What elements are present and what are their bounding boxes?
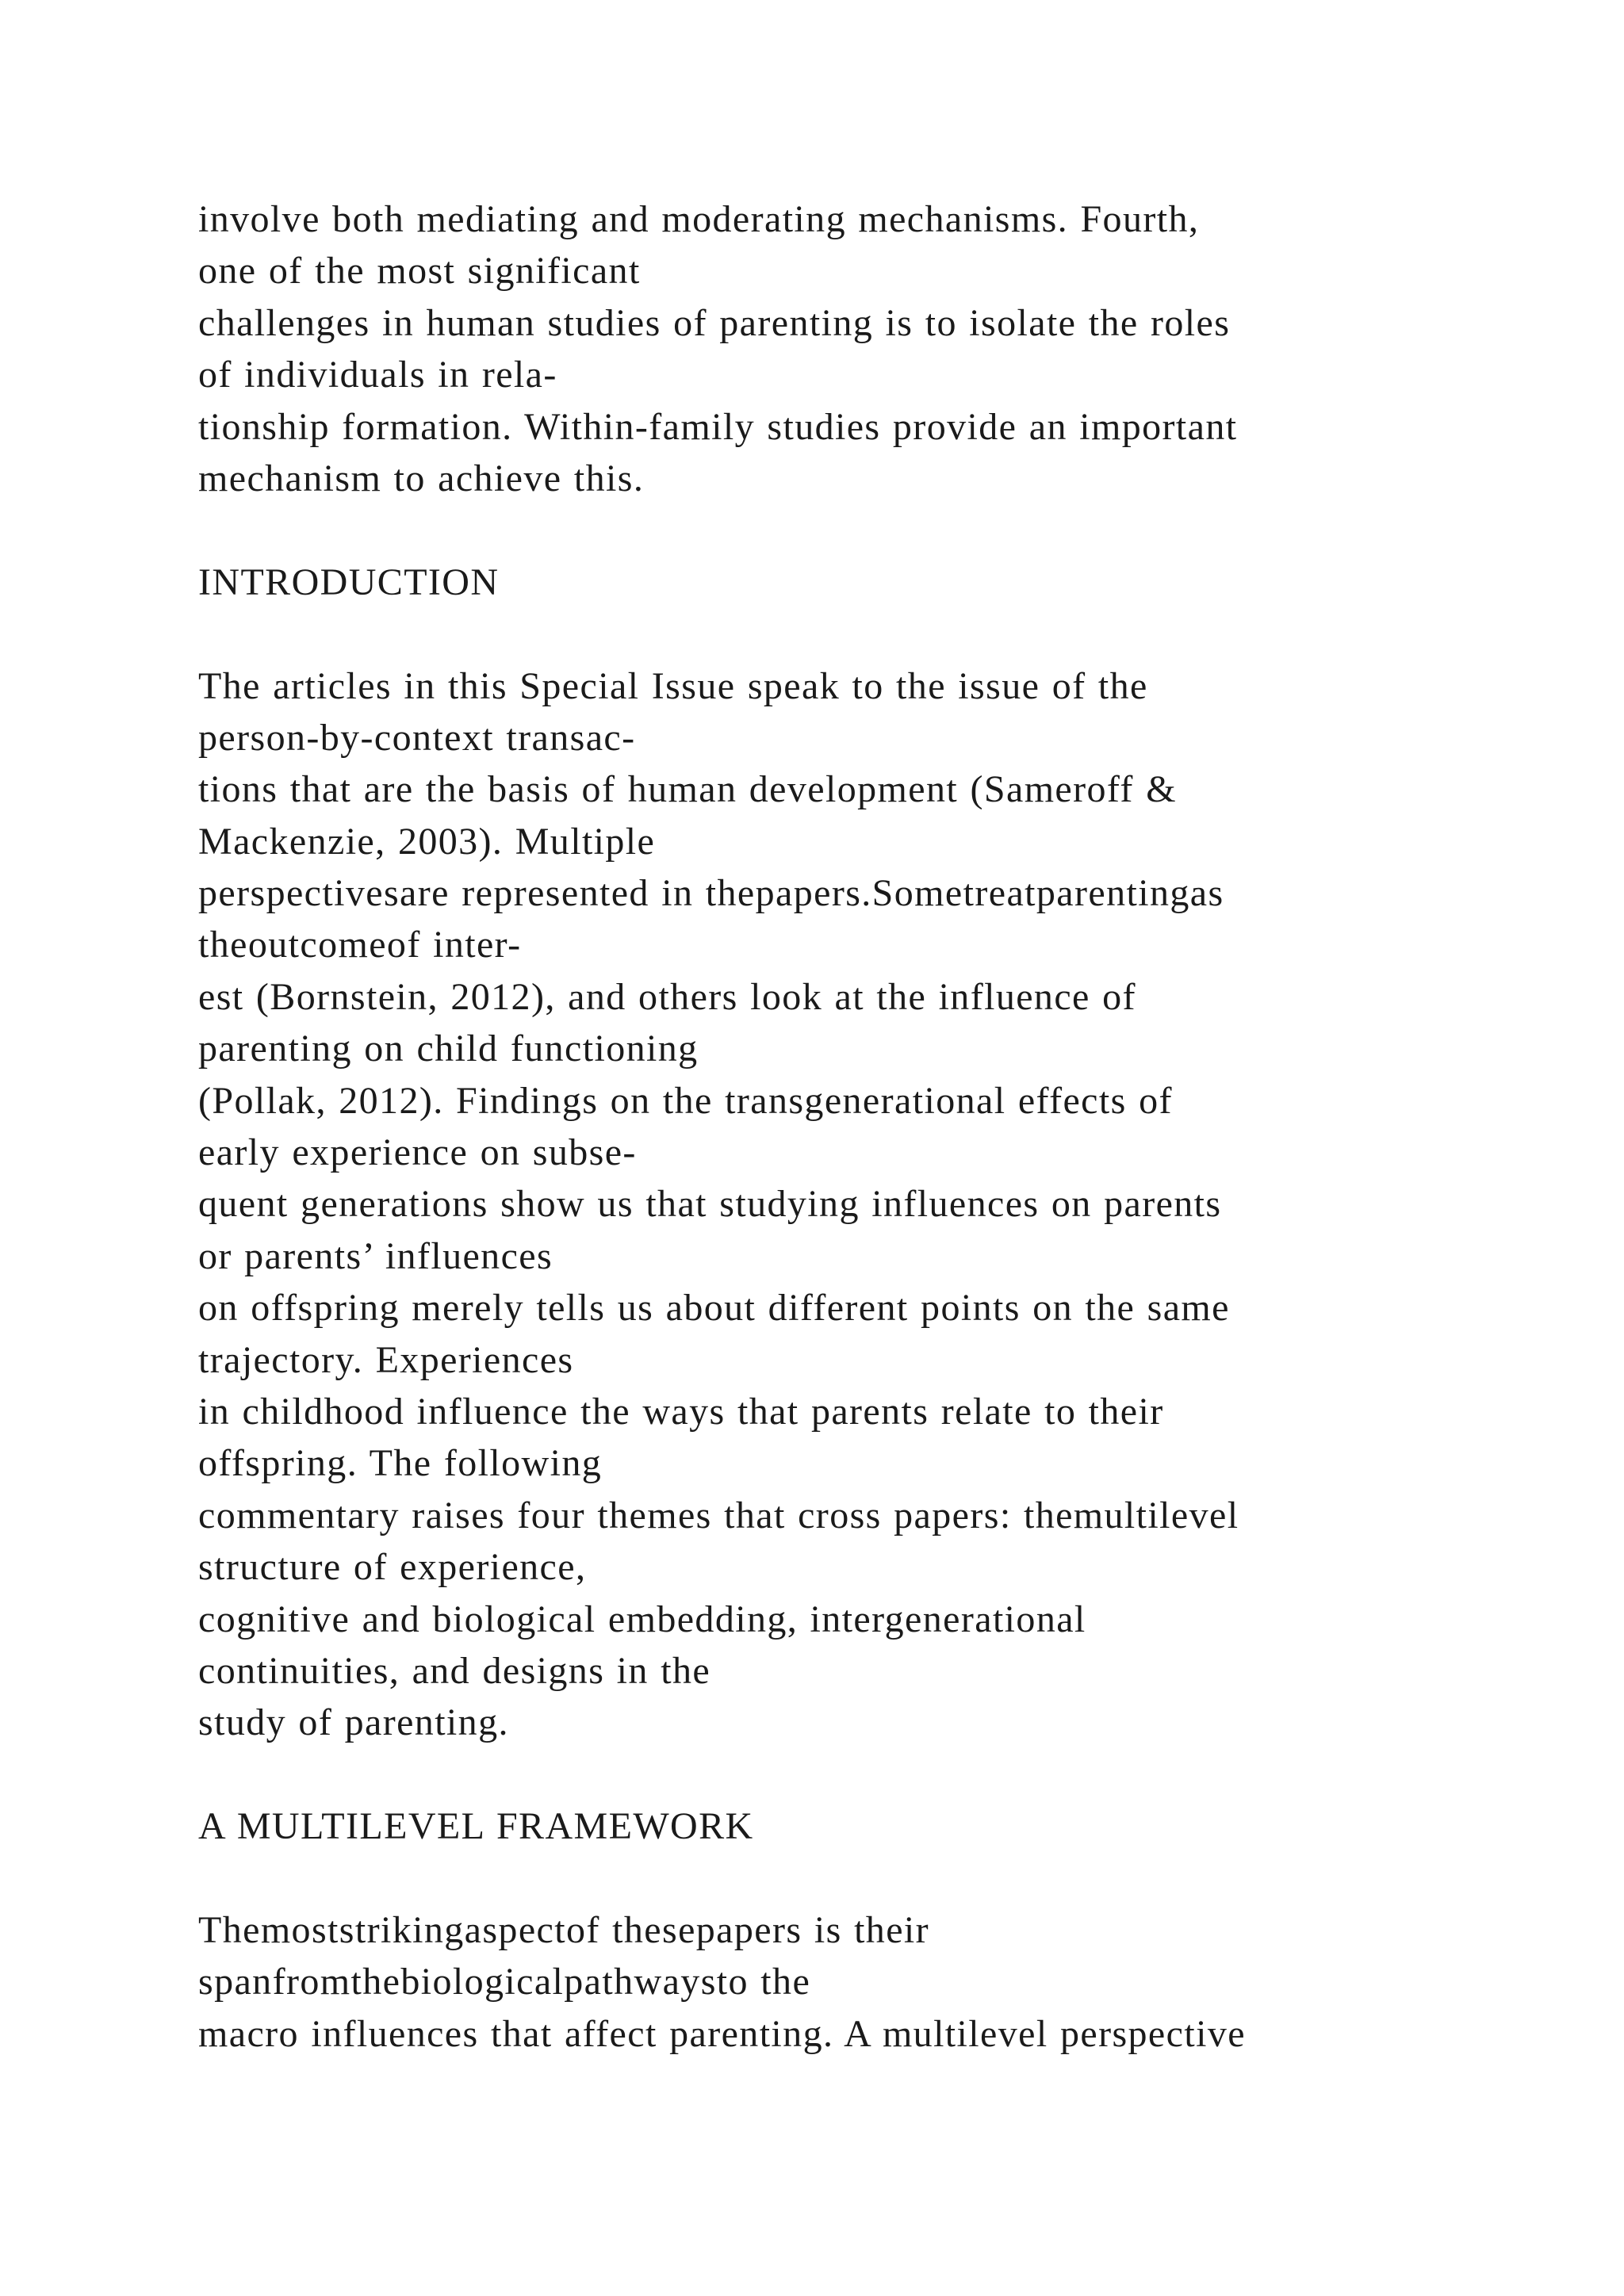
text-line: challenges in human studies of parenting is to isolate the roles — [198, 301, 1231, 344]
document-body — [198, 193, 1546, 2060]
text-line: The articles in this Special Issue speak to the issue of the — [198, 664, 1148, 707]
text-line: Themoststrikingaspectof thesepapers is their — [198, 1908, 930, 1951]
text-line: est (Bornstein, 2012), and others look at the influence of — [198, 975, 1136, 1018]
text-line: trajectory. Experiences — [198, 1338, 574, 1381]
text-line: theoutcomeof inter- — [198, 924, 522, 966]
text-line: continuities, and designs in the — [198, 1649, 711, 1692]
text-line: cognitive and biological embedding, intergenerational — [198, 1598, 1086, 1640]
section-heading-multilevel-framework: A MULTILEVEL FRAMEWORK — [198, 1805, 754, 1848]
text-line: spanfromthebiologicalpathwaysto the — [198, 1961, 811, 2003]
section-heading-introduction: INTRODUCTION — [198, 561, 500, 603]
text-line: offspring. The following — [198, 1442, 603, 1485]
blank-line — [198, 504, 1546, 556]
text-line: perspectivesare represented in thepapers.Sometreatparentingas — [198, 872, 1224, 915]
text-line: mechanism to achieve this. — [198, 457, 645, 499]
text-line: or parents’ influences — [198, 1234, 553, 1277]
text-line: early experience on subse- — [198, 1131, 637, 1174]
text-line: study of parenting. — [198, 1701, 509, 1744]
text-line: (Pollak, 2012). Findings on the transgenerational effects of — [198, 1079, 1173, 1122]
text-line: of individuals in rela- — [198, 354, 557, 396]
text-line: quent generations show us that studying influences on parents — [198, 1183, 1222, 1226]
text-line: structure of experience, — [198, 1546, 587, 1589]
paragraph-introduction — [198, 660, 1546, 1749]
text-line: Mackenzie, 2003). Multiple — [198, 820, 656, 863]
text-line: one of the most significant — [198, 250, 641, 293]
text-line: commentary raises four themes that cross papers: themultilevel — [198, 1494, 1239, 1536]
paragraph-abstract-end — [198, 193, 1546, 504]
text-line: on offspring merely tells us about different points on the same — [198, 1287, 1230, 1330]
blank-line — [198, 1749, 1546, 1800]
text-line: parenting on child functioning — [198, 1027, 699, 1070]
text-line: involve both mediating and moderating mechanisms. Fourth, — [198, 198, 1200, 240]
text-line: in childhood influence the ways that parents relate to their — [198, 1390, 1164, 1433]
text-line: macro influences that affect parenting. A multilevel perspective — [198, 2012, 1246, 2055]
text-line: person-by-context transac- — [198, 716, 636, 759]
paragraph-multilevel-framework — [198, 1904, 1546, 2060]
blank-line — [198, 608, 1546, 660]
text-line: tions that are the basis of human development (Sameroff & — [198, 768, 1177, 811]
blank-line — [198, 1853, 1546, 1904]
text-line: tionship formation. Within-family studies provide an important — [198, 405, 1238, 448]
